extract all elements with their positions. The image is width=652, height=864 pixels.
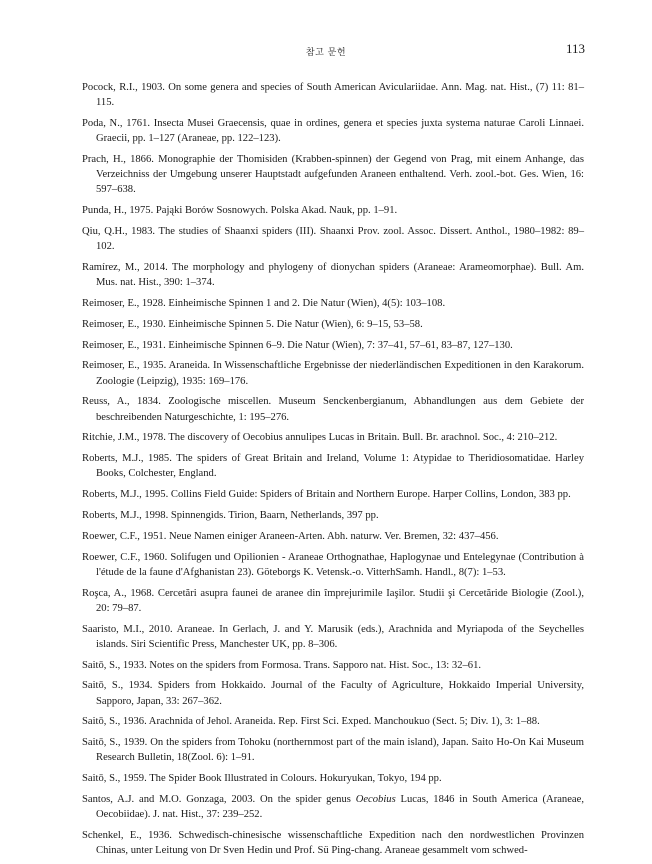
reference-entry: Reimoser, E., 1931. Einheimische Spinnen 6–9. Die Natur (Wien), 7: 37–41, 57–61, 83–87, 127–130. (82, 339, 513, 351)
page-number: 113 (565, 41, 585, 56)
reference-entry: Saitō, S., 1939. On the spiders from Tohoku (northernmost part of the main island), Japan. Saito Ho-On Kai Museum Research Bulletin, 18(Zool. 6): 1–91. (82, 737, 584, 764)
reference-entry: Saitō, S., 1933. Notes on the spiders from Formosa. Trans. Sapporo nat. Hist. Soc., 13: 32–61. (82, 659, 482, 671)
reference-entry: Roşca, A., 1968. Cercetări asupra faunei de aranee din împrejurimile Iaşilor. Studii şi Cercetăride Biologie (Zool.), 20: 79–87. (82, 587, 584, 614)
genus-name-italic: Oecobius (355, 793, 396, 805)
reference-entry: Reimoser, E., 1928. Einheimische Spinnen 1 and 2. Die Natur (Wien), 4(5): 103–108. (82, 298, 446, 309)
reference-entry: Poda, N., 1761. Insecta Musei Graecensis, quae in ordines, genera et species juxta systema naturae Caroli Linnaei. Graecii, pp. 1–127 (Araneae, pp. 122–123). (82, 118, 584, 145)
reference-entry (82, 792, 584, 822)
reference-entry: Pocock, R.I., 1903. On some genera and species of South American Aviculariidae. Ann. Mag. nat. Hist., (7) 11: 81–115. (82, 82, 584, 109)
reference-entry: Punda, H., 1975. Pająki Borów Sosnowych. Polska Akad. Nauk, pp. 1–91. (82, 205, 398, 217)
reference-entry: Roewer, C.F., 1960. Solifugen und Opilionien - Araneae Orthognathae, Haplogynae und Entelegynae (Contribution à l'étude de la faune d'Afghanistan 23). Göteborgs K. Vetensk.-o. VitterhSamh. Handl., 8(7): 1–53. (82, 551, 584, 578)
reference-entry: Roberts, M.J., 1995. Collins Field Guide: Spiders of Britain and Northern Europe. Harper Collins, London, 383 pp. (82, 489, 571, 501)
reference-entry: Reimoser, E., 1930. Einheimische Spinnen 5. Die Natur (Wien), 6: 9–15, 53–58. (82, 318, 423, 330)
reference-entry: Prach, H., 1866. Monographie der Thomisiden (Krabben-spinnen) der Gegend von Prag, mit einem Anhange, das Verzeichniss der Umgebung unserer Hauptstadt aufgefunden Araneen enthaltend. Verh. zool.-bot. Ges. Wien, 16: 597–638. (82, 154, 584, 196)
reference-entry: Qiu, Q.H., 1983. The studies of Shaanxi spiders (III). Shaanxi Prov. zool. Assoc. Dissert. Anthol., 1980–1982: 89–102. (82, 226, 584, 253)
reference-list (82, 80, 584, 864)
reference-entry: Ramírez, M., 2014. The morphology and phylogeny of dionychan spiders (Araneae: Arameomorphae). Bull. Am. Mus. nat. Hist., 390: 1–374. (82, 262, 584, 289)
reference-entry: Reimoser, E., 1935. Araneida. In Wissenschaftliche Ergebnisse der niederländischen Expeditionen in den Karakorum. Zoologie (Leipzig), 1935: 169–176. (82, 360, 584, 387)
reference-entry: Roberts, M.J., 1985. The spiders of Great Britain and Ireland, Volume 1: Atypidae to Theridiosomatidae. Harley Books, Colchester, England. (82, 453, 584, 480)
reference-entry: Reuss, A., 1834. Zoologische miscellen. Museum Senckenbergianum, Abhandlungen aus dem Gebiete der beschreibenden Naturgeschichte, 1: 195–276. (82, 396, 584, 423)
reference-entry: Roberts, M.J., 1998. Spinnengids. Tirion, Baarn, Netherlands, 397 pp. (82, 509, 379, 521)
reference-entry: Saaristo, M.I., 2010. Araneae. In Gerlach, J. and Y. Marusik (eds.), Arachnida and Myriapoda of the Seychelles islands. Siri Scientific Press, Manchester UK, pp. 8–306. (82, 623, 584, 650)
reference-entry: Ritchie, J.M., 1978. The discovery of Oecobius annulipes Lucas in Britain. Bull. Br. arachnol. Soc., 4: 210–212. (82, 432, 558, 444)
reference-entry: Saitō, S., 1934. Spiders from Hokkaido. Journal of the Faculty of Agriculture, Hokkaido Imperial University, Sapporo, Japan, 33: 267–362. (82, 680, 584, 707)
reference-entry: Schenkel, E., 1936. Schwedisch-chinesische wissenschaftliche Expedition nach den nordwestlichen Provinzen Chinas, unter Leitung von Dr Sven Hedin und Prof. Sü Ping-chang. Araneae gesammelt vom schwed- (82, 829, 584, 857)
reference-text: Santos, A.J. and M.O. Gonzaga, 2003. On the spider genus (82, 793, 356, 805)
reference-entry: Saitō, S., 1959. The Spider Book Illustrated in Colours. Hokuryukan, Tokyo, 194 pp. (82, 773, 442, 785)
reference-entry: Saitō, S., 1936. Arachnida of Jehol. Araneida. Rep. First Sci. Exped. Manchoukuo (Sect. 5; Div. 1), 3: 1–88. (82, 716, 540, 728)
reference-text: Lucas, 1846 in South America (Araneae, Oecobiidae). J. nat. Hist., 37: 239–252. (96, 793, 584, 821)
reference-entry: Roewer, C.F., 1951. Neue Namen einiger Araneen-Arten. Abh. naturw. Ver. Bremen, 32: 437–456. (82, 530, 499, 542)
running-header: 참고 문헌 (305, 48, 347, 58)
